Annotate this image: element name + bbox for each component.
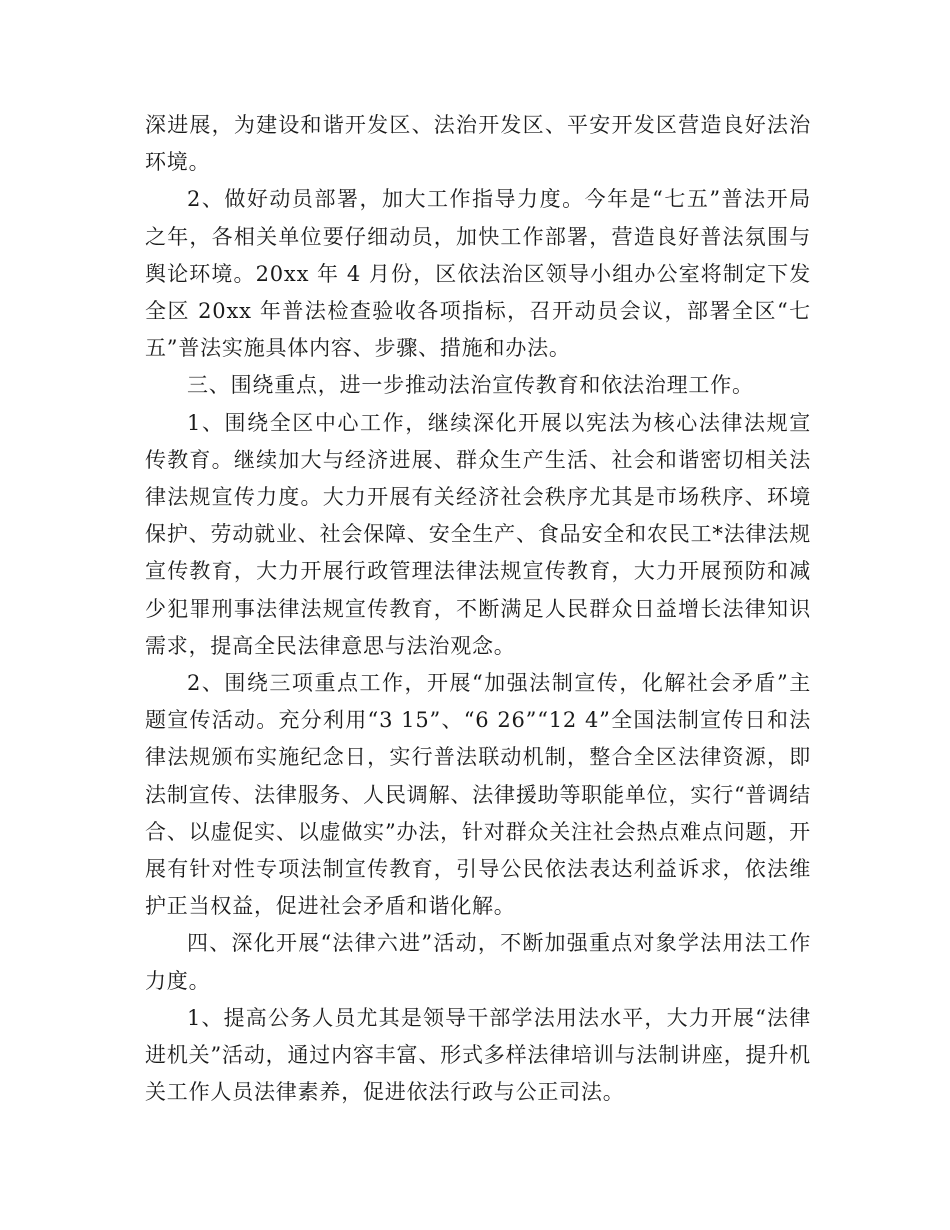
paragraph-2: 2、做好动员部署，加大工作指导力度。今年是“七五”普法开局之年，各相关单位要仔细动员，加快工作部署，营造良好普法氛围与舆论环境。20xx 年 4 月份，区依法治区领导小组办公室将制定下发全区 20xx 年普法检查验收各项指标，召开动员会议，部署全区“七五”普法实施具体内容、步骤、措施和办法。 (145, 187, 811, 361)
paragraph-7: 1、提高公务人员尤其是领导干部学法用法水平，大力开展“法律进机关”活动，通过内容丰富、形式多样法律培训与法制讲座，提升机关工作人员法律素养，促进依法行政与公正司法。 (145, 1005, 811, 1105)
section-heading-4: 四、深化开展“法律六进”活动，不断加强重点对象学法用法工作力度。 (145, 931, 811, 993)
paragraph-5: 2、围绕三项重点工作，开展“加强法制宣传，化解社会矛盾”主题宣传活动。充分利用“3 15”、“6 26”“12 4”全国法制宣传日和法律法规颁布实施纪念日，实行普法联动机制，整合全区法律资源，即法制宣传、法律服务、人民调解、法律援助等职能单位，实行“普调结合、以虚促实、以虚做实”办法，针对群众关注社会热点难点问题，开展有针对性专项法制宣传教育，引导公民依法表达利益诉求，依法维护正当权益，促进社会矛盾和谐化解。 (145, 671, 811, 919)
paragraph-1: 深进展，为建设和谐开发区、法治开发区、平安开发区营造良好法治环境。 (145, 113, 811, 175)
paragraph-4: 1、围绕全区中心工作，继续深化开展以宪法为核心法律法规宣传教育。继续加大与经济进展、群众生产生活、社会和谐密切相关法律法规宣传力度。大力开展有关经济社会秩序尤其是市场秩序、环境保护、劳动就业、社会保障、安全生产、食品安全和农民工*法律法规宣传教育，大力开展行政管理法律法规宣传教育，大力开展预防和减少犯罪刑事法律法规宣传教育，不断满足人民群众日益增长法律知识需求，提高全民法律意思与法治观念。 (145, 410, 811, 658)
section-heading-3: 三、围绕重点，进一步推动法治宣传教育和依法治理工作。 (187, 373, 754, 398)
document-body (145, 107, 811, 1111)
